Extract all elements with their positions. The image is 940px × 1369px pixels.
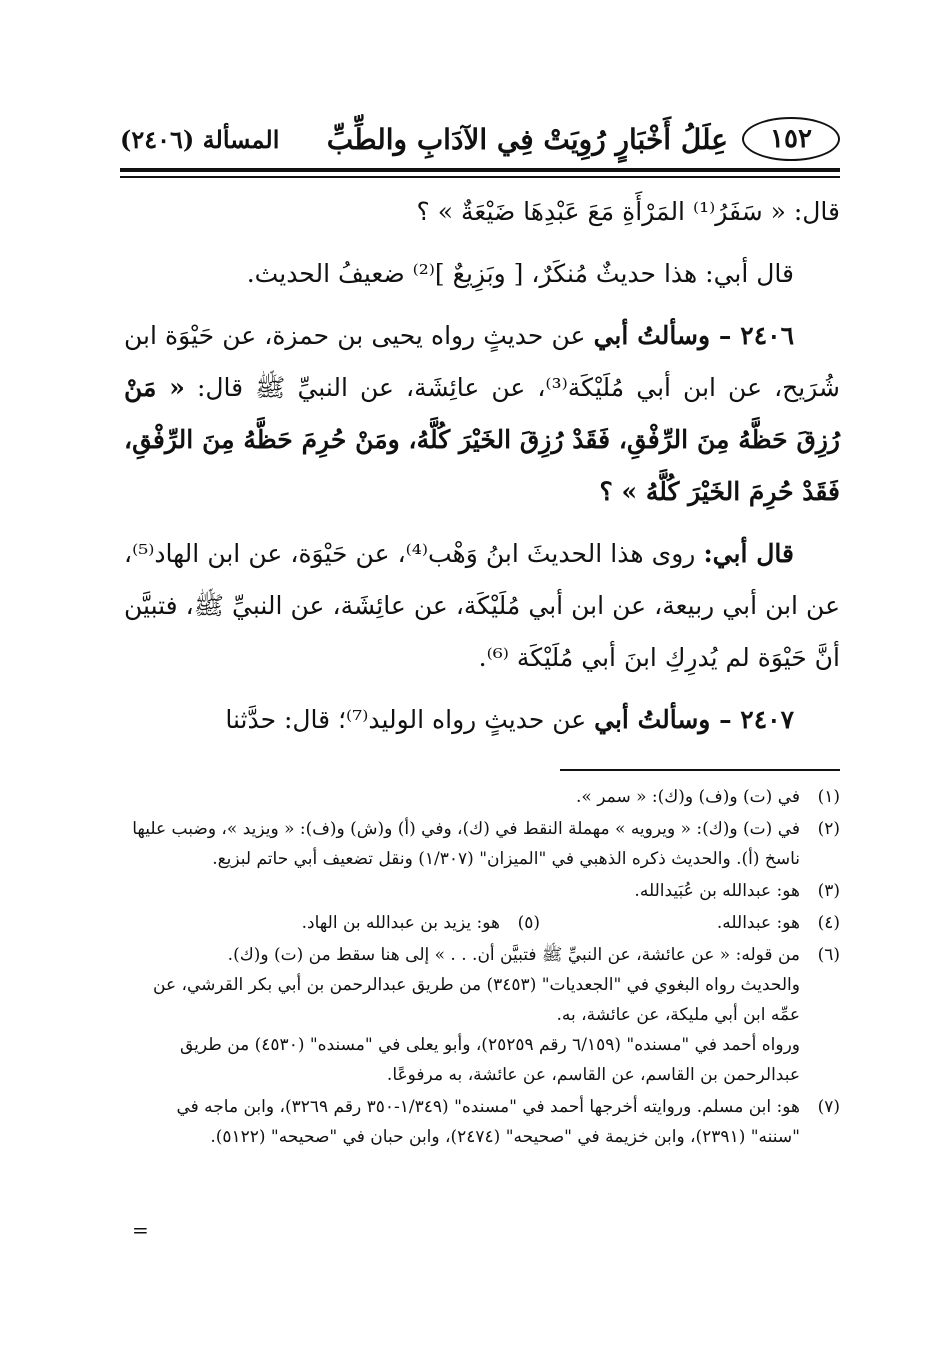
footnote-number: (٤) xyxy=(817,913,840,933)
issue-label: المسألة (٢٤٠٦) xyxy=(120,124,280,154)
main-text xyxy=(124,186,840,756)
paragraph-3 xyxy=(124,310,840,518)
question-text: عن حديثٍ رواه يحيى بن حمزة، عن حَيْوَة ابن شُرَيح، عن ابن أبي مُلَيْكَة⁽³⁾، عن عائِشَة، عن النبيِّ ﷺ قال: xyxy=(124,321,840,402)
footnote-number: (١) xyxy=(817,787,840,807)
book-title: عِلَلُ أَخْبَارٍ رُوِيَتْ فِي الآدَابِ والطِّبِّ xyxy=(326,122,728,156)
footnote-number: (٧) xyxy=(817,1097,840,1117)
hadith-text: « مَنْ رُزِقَ حَظَّهُ مِنَ الرِّفْقِ، فَقَدْ رُزِقَ الخَيْرَ كُلَّهُ، ومَنْ حُرِمَ حَظَّهُ مِنَ الرِّفْقِ، فَقَدْ حُرِمَ الخَيْرَ كُلَّهُ » ؟ xyxy=(124,373,840,506)
footnote-text: ورواه أحمد في "مسنده" (٦/١٥٩ رقم ٢٥٢٥٩)، وأبو يعلى في "مسنده" (٤٥٣٠) من طريق عبدالرحمن بن القاسم، عن القاسم، عن عائشة، به مرفوعًا. xyxy=(179,1035,800,1085)
footnote-text: من قوله: « عن عائشة، عن النبيِّ ﷺ فتبيَّن أن. . . » إلى هنا سقط من (ت) و(ك). xyxy=(227,945,800,965)
footnote-7 xyxy=(124,1092,840,1152)
page-header xyxy=(120,112,840,166)
footnote-text: هو: يزيد بن عبدالله بن الهاد. xyxy=(301,913,500,933)
footnote-text: في (ت) و(ك): « ويرويه » مهملة النقط في (ك)، وفي (أ) و(ش) و(ف): « ويزيد »، وضبب عليها ناسخ (أ). والحديث ذكره الذهبي في "الميزان" (١/٣٠٧) ونقل تضعيف أبي حاتم لبزيع. xyxy=(132,819,800,869)
question-number-2407: ٢٤٠٧ – وسألتُ أبي xyxy=(594,705,794,734)
question-number-2406: ٢٤٠٦ – وسألتُ أبي xyxy=(593,321,795,350)
page-number: ١٥٢ xyxy=(742,117,840,161)
footnote-4-5 xyxy=(124,908,840,938)
footnote-number: (٥) xyxy=(517,913,540,933)
footnote-text: والحديث رواه البغوي في "الجعديات" (٣٤٥٣) من طريق عبدالرحمن بن أبي بكر القرشي، عن عمِّه ابن أبي مليكة، عن عائشة، به. xyxy=(153,975,800,1025)
header-rule-thick xyxy=(120,168,840,172)
continuation-mark: = xyxy=(132,1218,149,1242)
footnote-2 xyxy=(124,814,840,874)
footnote-text: في (ت) و(ف) و(ك): « سمر ». xyxy=(576,787,800,807)
footnote-3 xyxy=(124,876,840,906)
footnote-number: (٢) xyxy=(817,819,840,839)
footnote-6 xyxy=(124,940,840,1090)
footnote-number: (٦) xyxy=(817,945,840,965)
footnote-1 xyxy=(124,782,840,812)
paragraph-4 xyxy=(124,528,840,684)
footnote-text: هو: عبدالله بن عُبَيدالله. xyxy=(634,881,800,901)
answer-lead: قال أبي: xyxy=(703,539,794,568)
footnote-number: (٣) xyxy=(817,881,840,901)
header-rule-thin xyxy=(120,176,840,178)
paragraph-5 xyxy=(124,694,840,746)
footnote-text: هو: عبدالله. xyxy=(716,913,800,933)
paragraph-1: قال: « سَفَرُ⁽¹⁾ المَرْأَةِ مَعَ عَبْدِهَا ضَيْعَةٌ » ؟ xyxy=(416,197,840,226)
question-text-2407: عن حديثٍ رواه الوليد⁽⁷⁾؛ قال: حدَّثنا xyxy=(225,705,587,734)
paragraph-2: قال أبي: هذا حديثٌ مُنكَرٌ، [ وبَزِيعٌ ]⁽²⁾ ضعيفُ الحديث. xyxy=(246,259,794,288)
footnote-separator xyxy=(560,769,840,771)
footnotes xyxy=(124,782,840,1154)
answer-text: روى هذا الحديثَ ابنُ وَهْب⁽⁴⁾، عن حَيْوَة، عن ابن الهاد⁽⁵⁾، عن ابن أبي ربيعة، عن ابن أبي مُلَيْكَة، عن عائِشَة، عن النبيِّ ﷺ، فتبيَّن أنَّ حَيْوَة لم يُدرِكِ ابنَ أبي مُلَيْكَة ⁽⁶⁾. xyxy=(124,539,840,672)
footnote-text: هو: ابن مسلم. وروايته أخرجها أحمد في "مسنده" (١/٣٤٩-٣٥٠ رقم ٣٢٦٩)، وابن ماجه في "سننه" (٢٣٩١)، وابن خزيمة في "صحيحه" (٢٤٧٤)، وابن حبان في "صحيحه" (٥١٢٢). xyxy=(176,1097,800,1147)
